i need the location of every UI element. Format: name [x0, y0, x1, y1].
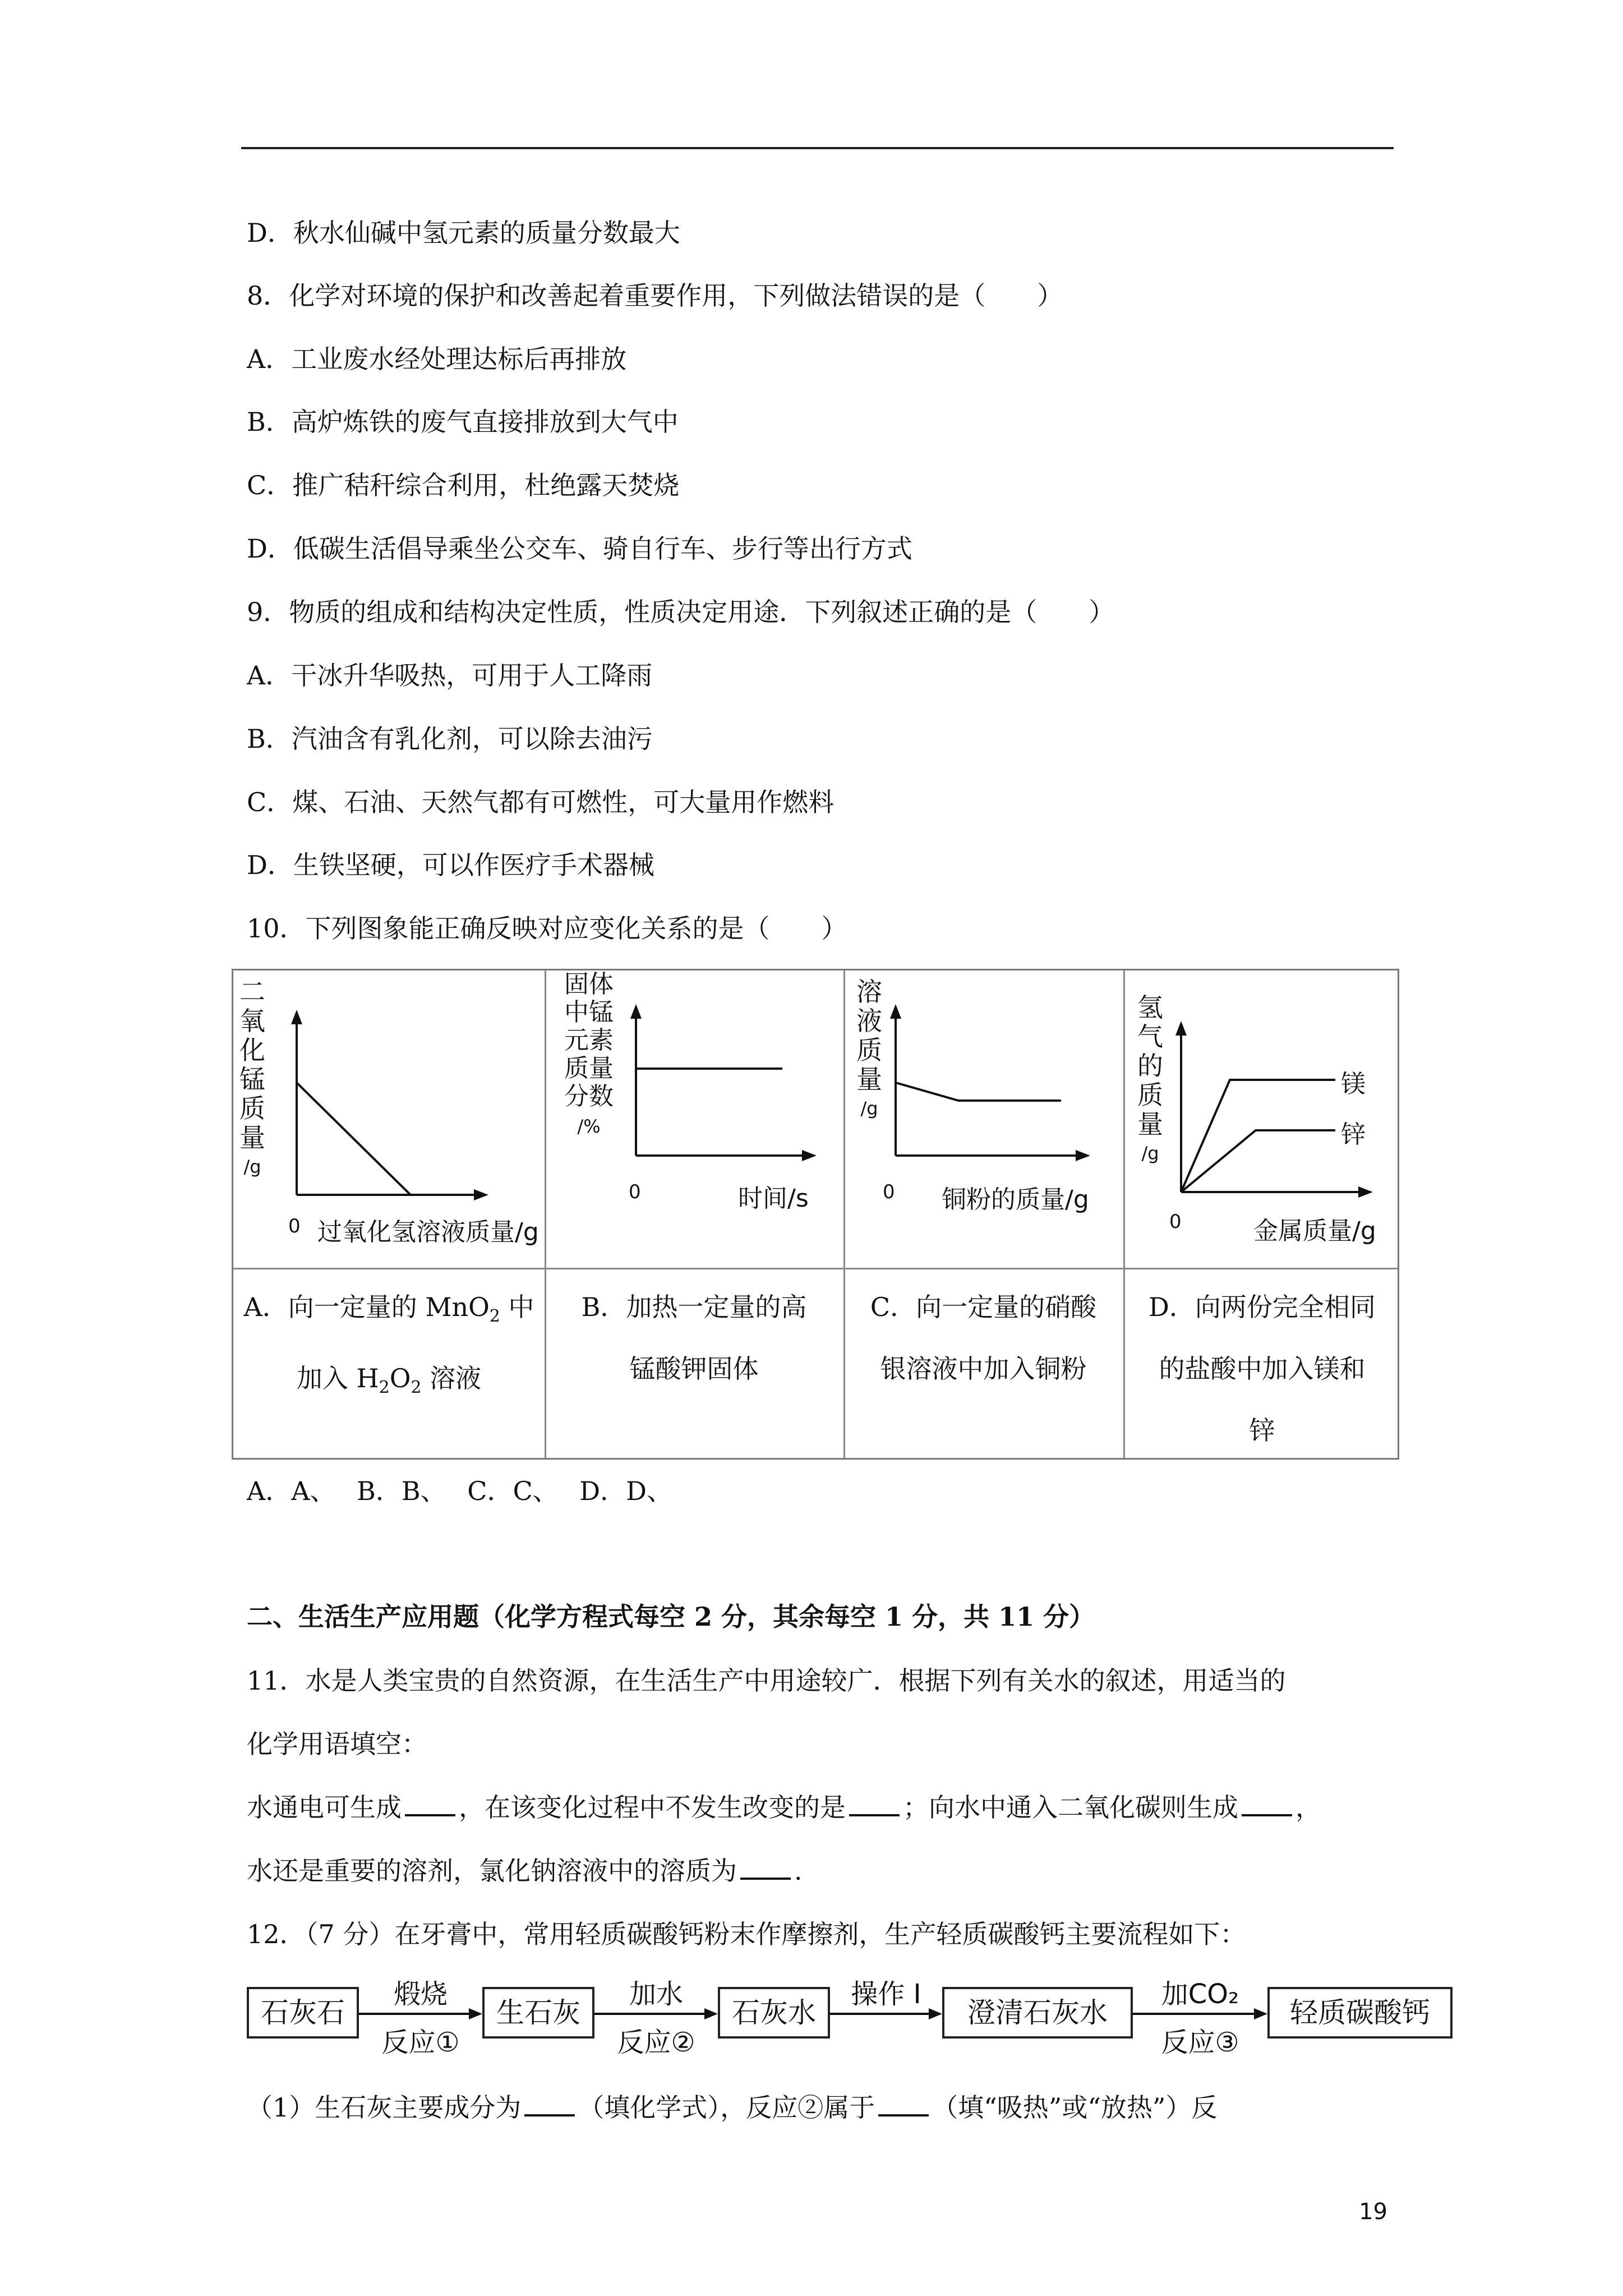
- table-divider: [233, 1268, 1398, 1269]
- q10-answer-options: A．A、 B．B、 C．C、 D．D、: [247, 1476, 673, 1506]
- chart-b-caption-text: 锰酸钾固体: [629, 1354, 759, 1384]
- chart-a-caption: [233, 1276, 545, 1419]
- chart-b-ylabel-char: 分: [564, 1082, 589, 1111]
- q11-text: 水还是重要的溶剂，氯化钠溶液中的溶质为: [247, 1856, 737, 1886]
- chart-b-ylabel-char: 体: [589, 970, 614, 999]
- q11-stem-line2: 化学用语填空：: [247, 1729, 427, 1759]
- q11-text: ，在该变化过程中不发生改变的是: [459, 1792, 846, 1823]
- q11-stem-line1: 11．水是人类宝贵的自然资源，在生活生产中用途较广．根据下列有关水的叙述，用适当的: [247, 1665, 1286, 1696]
- chart-c: [843, 970, 1123, 1268]
- chart-b-ylabel-char: 数: [589, 1082, 614, 1111]
- chart-c-x-arrow: [1076, 1150, 1090, 1161]
- q12-text: （填化学式），反应②属于: [578, 2092, 875, 2123]
- chart-d-yunit: /g: [1141, 1143, 1159, 1164]
- chart-d-ylabel-char: 量: [1137, 1109, 1163, 1139]
- chart-a-ylabel-char: 量: [239, 1122, 265, 1153]
- flow-arrow-4-top-label: 加CO₂: [1161, 1978, 1239, 2010]
- chart-d-series-label: 锌: [1341, 1120, 1366, 1149]
- q8-option-a: A．工业废水经处理达标后再排放: [247, 344, 627, 374]
- q9-option-a: A．干冰升华吸热，可用于人工降雨: [247, 660, 653, 691]
- chart-a-ylabel-char: 化: [239, 1035, 265, 1065]
- flow-box-light-calcium-carbonate: 轻质碳酸钙: [1267, 1987, 1453, 2039]
- q11-blank-2[interactable]: [849, 1792, 900, 1816]
- chart-b-ylabel-char: 固: [564, 970, 589, 999]
- q12-blank-2[interactable]: [878, 2092, 929, 2116]
- chart-d-xlabel: 金属质量/g: [1253, 1217, 1376, 1245]
- chart-a-ylabel-char: 锰: [239, 1064, 265, 1094]
- q9-stem: 9．物质的组成和结构决定性质，性质决定用途．下列叙述正确的是（ ）: [247, 597, 1115, 627]
- chart-d-ylabel-char: 质: [1137, 1080, 1163, 1110]
- chart-c-plot: [843, 970, 1123, 1268]
- chart-b-caption-text: B．加热一定量的高: [581, 1292, 807, 1322]
- q12-process-flow: [247, 1975, 1469, 2064]
- flow-arrow-2-bottom-label: 反应②: [617, 2027, 695, 2058]
- q10-stem: 10．下列图象能正确反映对应变化关系的是（ ）: [247, 913, 847, 944]
- q12-blank-1[interactable]: [524, 2092, 575, 2116]
- chart-b-ylabel-char: 锰: [589, 998, 614, 1027]
- chart-c-ylabel-char: 液: [856, 1006, 882, 1036]
- q8-stem: 8．化学对环境的保护和改善起着重要作用，下列做法错误的是（ ）: [247, 280, 1063, 311]
- q11-text: ，: [1295, 1792, 1321, 1823]
- q7-option-d: D．秋水仙碱中氢元素的质量分数最大: [247, 218, 680, 248]
- flow-box-lime-water: 石灰水: [718, 1987, 830, 2039]
- flow-arrow-1-bottom-label: 反应①: [381, 2027, 460, 2058]
- chart-b-ylabel-char: 元: [564, 1026, 589, 1055]
- chart-b-caption: [545, 1276, 843, 1400]
- chart-d-x-arrow: [1358, 1186, 1373, 1198]
- chart-a-caption-text: 中: [500, 1292, 534, 1322]
- chart-c-y-arrow: [890, 1004, 901, 1019]
- q11-fill-line2: [247, 1854, 803, 1888]
- chart-b-plot: [545, 970, 843, 1268]
- flow-arrow-1-top-label: 煅烧: [393, 1978, 448, 2010]
- q11-fill-line1: [247, 1791, 1321, 1824]
- chart-a-ylabel-char: 质: [239, 1093, 265, 1124]
- chart-c-ylabel-char: 溶: [856, 977, 882, 1007]
- q11-text: 水通电可生成: [247, 1792, 402, 1823]
- chart-a-ylabel-char: 氧: [239, 1006, 265, 1036]
- q12-text: （1）生石灰主要成分为: [247, 2092, 522, 2123]
- chart-a-x-arrow: [474, 1189, 488, 1200]
- chart-d-ylabel-char: 的: [1137, 1051, 1163, 1081]
- chart-a-y-arrow: [291, 1010, 302, 1024]
- q8-option-d: D．低碳生活倡导乘坐公交车、骑自行车、步行等出行方式: [247, 533, 912, 564]
- chart-b-zero: 0: [629, 1181, 641, 1203]
- chart-d-caption: [1123, 1276, 1401, 1461]
- chart-b-xlabel: 时间/s: [738, 1184, 809, 1213]
- chart-b-yunit: /%: [577, 1116, 601, 1137]
- q11-blank-1[interactable]: [405, 1792, 455, 1816]
- flow-arrow-2-shape: [594, 2008, 718, 2019]
- chart-c-zero: 0: [883, 1181, 895, 1203]
- chart-d-caption-text: D．向两份完全相同: [1149, 1292, 1376, 1322]
- chart-a-xlabel: 过氧化氢溶液质量/g: [317, 1218, 539, 1246]
- flow-box-limestone: 石灰石: [247, 1987, 359, 2039]
- flow-box-clear-lime-water: 澄清石灰水: [942, 1987, 1133, 2039]
- chart-b-ylabel-char: 质: [564, 1054, 589, 1083]
- chart-b-ylabel-char: 素: [589, 1026, 614, 1055]
- chart-c-line: [896, 1083, 1061, 1101]
- flow-arrow-3: [830, 1975, 942, 2053]
- flow-box-quicklime: 生石灰: [482, 1987, 594, 2039]
- q9-option-b: B．汽油含有乳化剂，可以除去油污: [247, 724, 653, 754]
- flow-arrow-1-shape: [359, 2008, 482, 2019]
- chart-a-ylabel-char: 二: [239, 977, 265, 1007]
- flow-arrow-4-shape: [1133, 2008, 1267, 2019]
- header-rule: [241, 147, 1394, 149]
- chart-c-caption: [843, 1276, 1123, 1400]
- chart-d-ylabel-char: 气: [1137, 1022, 1163, 1052]
- chart-d-zero: 0: [1169, 1211, 1182, 1233]
- chart-a-caption-text: O: [389, 1363, 411, 1394]
- chart-d-caption-text: 的盐酸中加入镁和: [1159, 1354, 1366, 1384]
- chart-d: [1123, 970, 1401, 1268]
- q9-option-c: C．煤、石油、天然气都有可燃性，可大量用作燃料: [247, 787, 834, 817]
- section-2-heading: 二、生活生产应用题（化学方程式每空 2 分，其余每空 1 分，共 11 分）: [247, 1602, 1095, 1632]
- q10-chart-table: [232, 969, 1399, 1460]
- chart-a-caption-text: A．向一定量的 MnO: [243, 1292, 490, 1322]
- flow-arrow-4-bottom-label: 反应③: [1161, 2027, 1239, 2058]
- chart-b-ylabel-char: 中: [564, 998, 589, 1027]
- chart-a-yunit: /g: [243, 1156, 261, 1177]
- chart-c-caption-text: 银溶液中加入铜粉: [880, 1354, 1087, 1384]
- chart-a-caption-sub: 2: [379, 1378, 390, 1398]
- q8-option-b: B．高炉炼铁的废气直接排放到大气中: [247, 407, 679, 437]
- chart-d-series-label: 镁: [1341, 1070, 1366, 1098]
- flow-arrow-4: [1133, 1975, 1267, 2058]
- chart-a: [233, 970, 545, 1268]
- q12-stem: 12．（7 分）在牙膏中，常用轻质碳酸钙粉末作摩擦剂，生产轻质碳酸钙主要流程如下：: [247, 1919, 1246, 1949]
- chart-a-caption-sub: 2: [489, 1306, 500, 1327]
- chart-a-caption-text: 溶液: [421, 1363, 482, 1394]
- q11-text: ；向水中通入二氧化碳则生成: [903, 1792, 1238, 1823]
- chart-d-series-mg: [1181, 1080, 1335, 1192]
- q8-option-c: C．推广秸秆综合利用，杜绝露天焚烧: [247, 470, 680, 500]
- flow-arrow-2: [594, 1975, 718, 2058]
- chart-d-ylabel-char: 氢: [1137, 992, 1163, 1023]
- q11-text: .: [794, 1856, 803, 1886]
- q12-text: （填“吸热”或“放热”）反: [932, 2092, 1218, 2123]
- chart-b-y-arrow: [630, 1004, 642, 1019]
- chart-b-ylabel-char: 量: [589, 1054, 614, 1083]
- chart-a-zero: 0: [288, 1215, 301, 1237]
- chart-c-xlabel: 铜粉的质量/g: [942, 1185, 1089, 1214]
- chart-c-yunit: /g: [860, 1098, 878, 1119]
- chart-c-caption-text: C．向一定量的硝酸: [870, 1292, 1097, 1322]
- chart-c-ylabel-char: 量: [856, 1064, 882, 1094]
- q9-option-d: D．生铁坚硬，可以作医疗手术器械: [247, 850, 654, 880]
- chart-a-caption-sub: 2: [411, 1378, 422, 1398]
- q11-blank-3[interactable]: [1242, 1792, 1292, 1816]
- q12-sub1: [247, 2091, 1217, 2124]
- chart-c-ylabel-char: 质: [856, 1035, 882, 1065]
- page-number: 19: [1359, 2199, 1387, 2225]
- flow-arrow-3-top-label: 操作 I: [851, 1978, 921, 2010]
- chart-d-caption-text: 锌: [1249, 1415, 1275, 1446]
- flow-arrow-2-top-label: 加水: [629, 1978, 683, 2010]
- chart-a-caption-text: 加入 H: [296, 1363, 379, 1394]
- q11-blank-4[interactable]: [740, 1855, 791, 1880]
- chart-a-line: [297, 1083, 411, 1195]
- chart-b: [545, 970, 843, 1268]
- chart-b-x-arrow: [802, 1150, 817, 1161]
- flow-arrow-3-shape: [830, 2008, 942, 2019]
- flow-arrow-1: [359, 1975, 482, 2058]
- chart-d-y-arrow: [1175, 1021, 1187, 1036]
